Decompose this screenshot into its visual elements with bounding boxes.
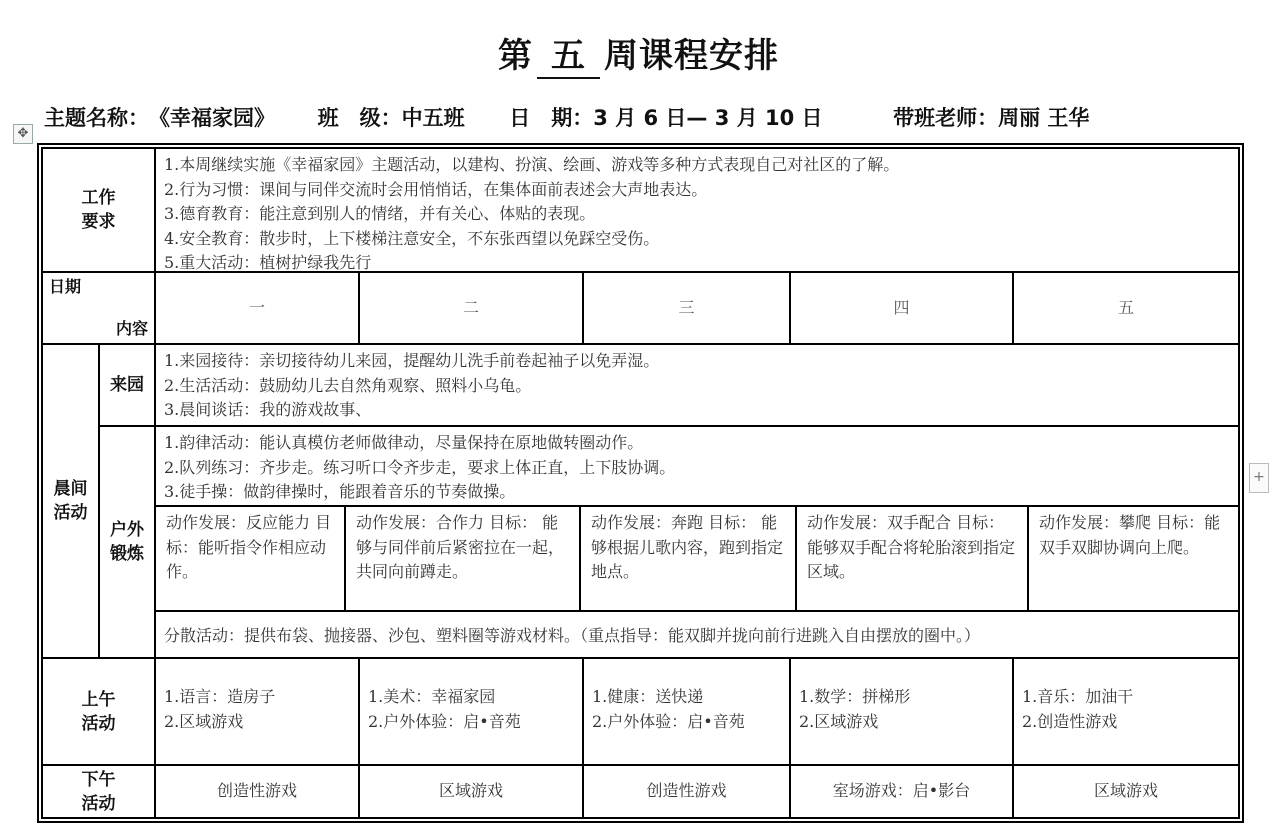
work-label-2: 要求 — [81, 212, 116, 232]
am-item: 2.户外体验：启•音苑 — [592, 711, 745, 731]
date-content-header — [41, 271, 156, 345]
day-header-mon: 一 — [154, 271, 360, 345]
morning-label-2: 活动 — [53, 503, 88, 523]
am-item: 2.创造性游戏 — [1022, 711, 1118, 731]
work-label-1: 工作 — [81, 188, 116, 208]
am-day-fri — [1012, 657, 1240, 766]
work-item: 2.行为习惯：课间与同伴交流时会用悄悄话，在集体面前表述会大声地表达。 — [164, 179, 708, 199]
day-header-thu: 四 — [789, 271, 1014, 345]
day-header-tue: 二 — [358, 271, 584, 345]
exercise-label-1: 户外 — [110, 520, 144, 540]
pm-day-fri: 区域游戏 — [1012, 764, 1240, 819]
work-item: 4.安全教育：散步时，上下楼梯注意安全，不东张西望以免踩空受伤。 — [164, 228, 660, 248]
pm-label-2: 活动 — [81, 793, 116, 814]
teacher-label: 带班老师： — [893, 106, 999, 130]
date-label: 日 期： — [509, 106, 594, 130]
pm-label-cell — [41, 764, 156, 819]
exercise-label-cell — [98, 425, 156, 659]
title-prefix: 第 — [498, 36, 533, 76]
work-label-cell — [41, 147, 156, 273]
exercise-day-mon: 动作发展：反应能力 目标：能听指令作相应动作。 — [154, 505, 346, 612]
am-item: 2.区域游戏 — [799, 711, 879, 731]
content-header-label: 内容 — [115, 318, 148, 338]
am-item: 1.音乐：加油干 — [1022, 687, 1134, 706]
am-item: 1.语言：造房子 — [164, 687, 276, 706]
am-label-1: 上午 — [81, 689, 116, 710]
exercise-day-thu: 动作发展：双手配合 目标： 能够双手配合将轮胎滚到指定区域。 — [795, 505, 1029, 612]
arrival-label: 来园 — [110, 375, 144, 395]
am-day-mon — [154, 657, 360, 766]
work-item: 1.本周继续实施《幸福家园》主题活动，以建构、扮演、绘画、游戏等多种方式表现自己对社区的了解。 — [164, 155, 900, 174]
day-header-wed: 三 — [582, 271, 791, 345]
arrival-label-cell — [98, 343, 156, 427]
class-value: 中五班 — [401, 106, 465, 130]
exercise-label-2: 锻炼 — [110, 544, 144, 564]
am-item: 2.户外体验：启•音苑 — [368, 711, 521, 731]
theme-label: 主题名称： — [44, 106, 149, 130]
scattered-activity-text: 分散活动：提供布袋、抛接器、沙包、塑料圈等游戏材料。（重点指导：能双脚并拢向前行进跳入自由摆放的圈中。） — [164, 626, 981, 645]
date-value: 3 月 6 日— 3 月 10 日 — [593, 106, 823, 130]
scattered-activity-cell — [154, 610, 1240, 659]
date-header-label: 日期 — [49, 277, 82, 296]
exercise-day-fri: 动作发展：攀爬 目标：能双手双脚协调向上爬。 — [1027, 505, 1240, 612]
pm-day-thu: 室场游戏：启•影台 — [789, 764, 1014, 819]
am-day-tue — [358, 657, 584, 766]
am-item: 2.区域游戏 — [164, 711, 244, 731]
pm-label-1: 下午 — [81, 769, 116, 790]
pm-day-wed: 创造性游戏 — [582, 764, 791, 819]
exercise-item: 3.徒手操：做韵律操时，能跟着音乐的节奏做操。 — [164, 482, 516, 501]
exercise-day-tue: 动作发展：合作力 目标： 能够与同伴前后紧密拉在一起，共同向前蹲走。 — [344, 505, 581, 612]
exercise-item: 1.韵律活动：能认真模仿老师做律动，尽量保持在原地做转圈动作。 — [164, 433, 644, 452]
arrival-item: 3.晨间谈话：我的游戏故事、 — [164, 400, 372, 419]
work-requirements-cell — [154, 147, 1240, 273]
work-item: 3.德育教育：能注意到别人的情绪，并有关心、体贴的表现。 — [164, 204, 596, 223]
title-suffix: 周课程安排 — [604, 36, 779, 76]
morning-label-1: 晨间 — [53, 479, 88, 499]
class-label: 班 级： — [317, 106, 402, 130]
am-label-cell — [41, 657, 156, 766]
am-item: 1.健康：送快递 — [592, 687, 704, 706]
title-week-number: 五 — [537, 28, 600, 79]
teacher-value: 周丽 王华 — [998, 106, 1090, 130]
move-handle-icon[interactable]: ✥ — [13, 124, 33, 144]
arrival-item: 2.生活活动：鼓励幼儿去自然角观察、照料小乌龟。 — [164, 375, 532, 395]
am-day-wed — [582, 657, 791, 766]
exercise-general-cell — [154, 425, 1240, 507]
exercise-item: 2.队列练习：齐步走。练习听口令齐步走，要求上体正直，上下肢协调。 — [164, 457, 676, 477]
page-title — [0, 28, 1277, 79]
info-line — [44, 102, 1089, 132]
add-column-icon[interactable]: + — [1249, 463, 1269, 493]
arrival-item: 1.来园接待：亲切接待幼儿来园，提醒幼儿洗手前卷起袖子以免弄湿。 — [164, 351, 660, 370]
arrival-cell — [154, 343, 1240, 427]
am-label-2: 活动 — [81, 713, 116, 734]
am-day-thu — [789, 657, 1014, 766]
am-item: 1.数学：拼梯形 — [799, 687, 911, 706]
pm-day-tue: 区域游戏 — [358, 764, 584, 819]
theme-value: 《幸福家园》 — [149, 106, 275, 130]
morning-label-cell — [41, 343, 100, 659]
pm-day-mon: 创造性游戏 — [154, 764, 360, 819]
work-item: 5.重大活动：植树护绿我先行 — [164, 253, 372, 272]
am-item: 1.美术：幸福家园 — [368, 687, 496, 706]
exercise-day-wed: 动作发展：奔跑 目标： 能够根据儿歌内容，跑到指定地点。 — [579, 505, 797, 612]
day-header-fri: 五 — [1012, 271, 1240, 345]
